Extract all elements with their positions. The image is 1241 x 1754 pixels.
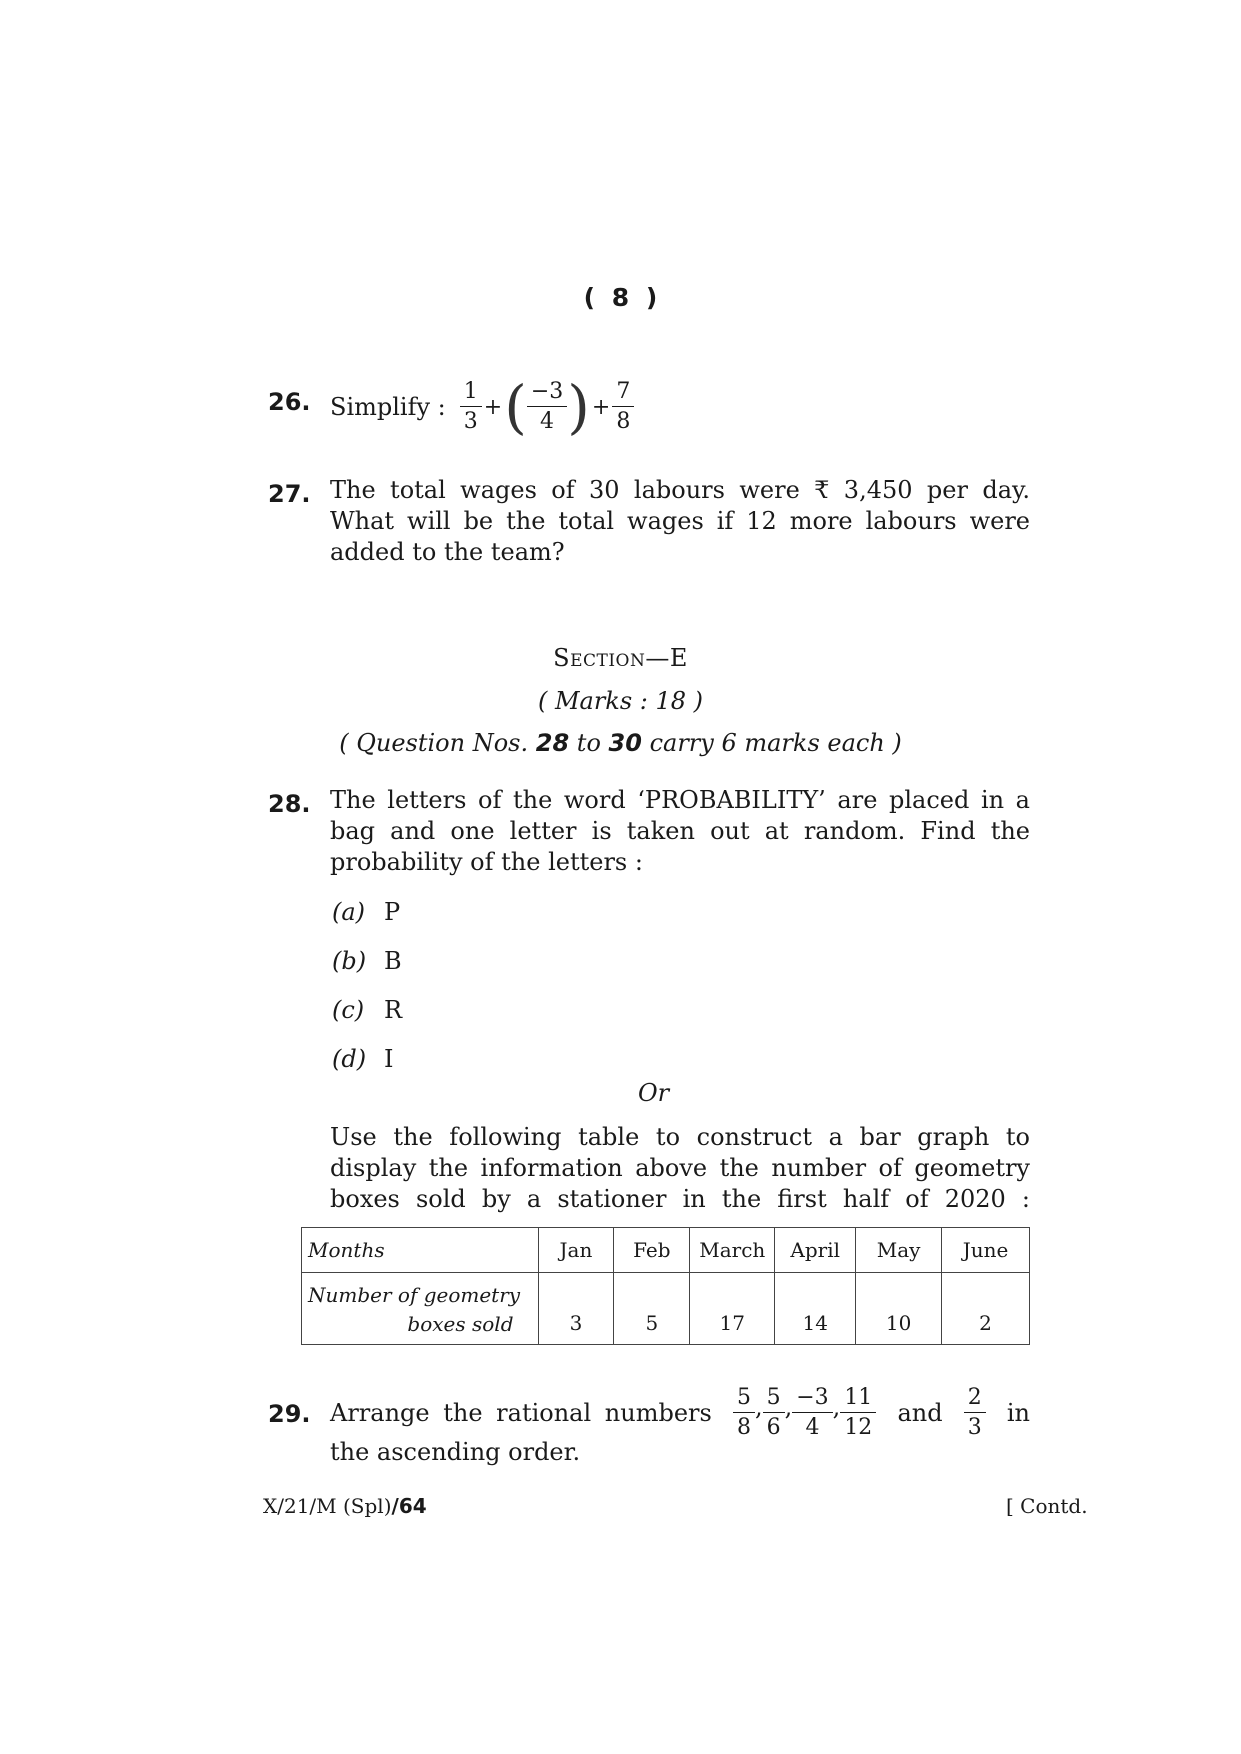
q28-alt-line: display the information above the number of geometry	[330, 1154, 1030, 1182]
plus-sign: +	[483, 394, 503, 420]
table-cell: 10	[856, 1273, 942, 1345]
table-row	[302, 1228, 1030, 1273]
q29-fraction: $\frac{5}{6}$	[763, 1387, 785, 1439]
table-cell: 3	[538, 1273, 614, 1345]
q27-line: added to the team?	[330, 538, 565, 566]
or-separator: Or	[638, 1079, 670, 1107]
table-cell: Feb	[614, 1228, 690, 1273]
section-marks: ( Marks : 18 )	[537, 687, 704, 715]
q26-fraction-1: $\frac{1}{3}$	[460, 381, 482, 433]
q28-line: probability of the letters :	[330, 848, 643, 876]
contd-label: [ Contd.	[1006, 1494, 1088, 1518]
q28-number: 28.	[268, 790, 311, 818]
q26-expression	[330, 372, 634, 442]
table-cell: June	[942, 1228, 1030, 1273]
table-cell: May	[856, 1228, 942, 1273]
q27-line: The total wages of 30 labours were ₹ 3,450 per day.	[330, 476, 1030, 504]
table-cell: Jan	[538, 1228, 614, 1273]
q27-number: 27.	[268, 480, 311, 508]
section-note: ( Question Nos. 28 to 30 carry 6 marks each )	[339, 729, 902, 757]
q27-line: What will be the total wages if 12 more labours were	[330, 507, 1030, 535]
table-cell: 2	[942, 1273, 1030, 1345]
right-paren: )	[567, 373, 590, 441]
table-row	[302, 1273, 1030, 1345]
table-header-boxes-sold: Number of geometry boxes sold	[302, 1273, 539, 1345]
q28-option-d: (d) I	[332, 1045, 394, 1073]
q26-fraction-2: $\frac{-3}{4}$	[527, 381, 567, 433]
q29-fraction: $\frac{2}{3}$	[964, 1387, 986, 1439]
q28-line: bag and one letter is taken out at random. Find the	[330, 817, 1030, 845]
q28-option-c: (c) R	[332, 996, 403, 1024]
q28-option-b: (b) B	[332, 947, 402, 975]
plus-sign: +	[591, 394, 611, 420]
q26-number: 26.	[268, 388, 311, 416]
q29-lead: Arrange the rational numbers	[330, 1399, 712, 1427]
q28-alt-text	[330, 1122, 1030, 1215]
q29-fraction: $\frac{11}{12}$	[840, 1387, 876, 1439]
table-cell: 17	[690, 1273, 775, 1345]
table-cell: 14	[775, 1273, 856, 1345]
q28-alt-line: boxes sold by a stationer in the first half of 2020 :	[330, 1185, 1030, 1213]
q29-and: and	[897, 1399, 943, 1427]
q28-option-a: (a) P	[332, 898, 401, 926]
q29-in: in	[1006, 1399, 1030, 1427]
q26-fraction-3: $\frac{7}{8}$	[612, 381, 634, 433]
paper-code: X/21/M (Spl)/64	[263, 1494, 427, 1518]
q29-fraction: $\frac{-3}{4}$	[792, 1387, 832, 1439]
q28-alt-line: Use the following table to construct a bar graph to	[330, 1123, 1030, 1151]
q29-fraction: $\frac{5}{8}$	[733, 1387, 755, 1439]
table-header-months: Months	[302, 1228, 539, 1273]
table-cell: April	[775, 1228, 856, 1273]
section-title: Section—E	[553, 644, 688, 672]
q27-text	[330, 475, 1030, 568]
table-cell: March	[690, 1228, 775, 1273]
q26-prompt: Simplify :	[330, 392, 446, 421]
table-cell: 5	[614, 1273, 690, 1345]
q28-line: The letters of the word ‘PROBABILITY’ are placed in a	[330, 786, 1030, 814]
geometry-boxes-table	[301, 1227, 1030, 1345]
left-paren: (	[504, 373, 527, 441]
page-number: ( 8 )	[583, 283, 658, 312]
q29-line1: Arrange the rational numbers $\frac{5}{8}$ , $\frac{5}{6}$ , $\frac{-3}{4}$ , $\frac{11}{12}$ and $\frac{2}{3}$ in	[330, 1385, 1030, 1440]
q29-number: 29.	[268, 1400, 311, 1428]
q29-line2: the ascending order.	[330, 1438, 581, 1466]
q28-text	[330, 785, 1030, 878]
